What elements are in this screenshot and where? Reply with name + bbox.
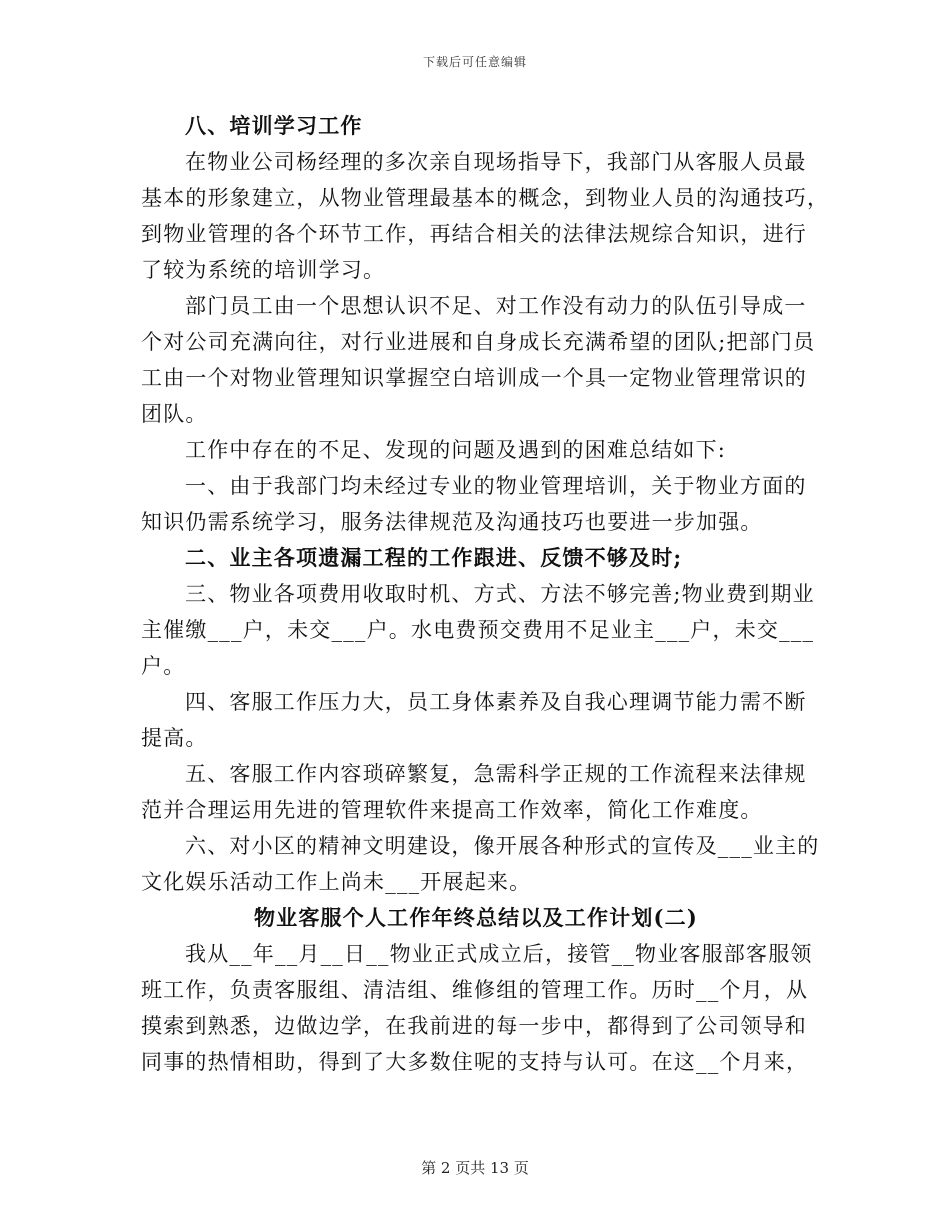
list-item-line: 二、业主各项遗漏工程的工作跟进、反馈不够及时; — [185, 545, 683, 570]
paragraph-line: 班工作，负责客服组、清洁组、维修组的管理工作。历时__个月，从 — [141, 978, 809, 1002]
list-item-line: 一、由于我部门均未经过专业的物业管理培训，关于物业方面的 — [185, 474, 807, 498]
list-item-line: 五、客服工作内容琐碎繁复，急需科学正规的工作流程来法律规 — [185, 762, 807, 786]
section-heading: 八、培训学习工作 — [185, 113, 363, 138]
list-item-line: 三、物业各项费用收取时机、方式、方法不够完善;物业费到期业 — [185, 582, 815, 606]
document-body — [141, 108, 830, 1080]
paragraph-line: 了较为系统的培训学习。 — [141, 258, 386, 282]
list-item-line: 提高。 — [141, 726, 208, 750]
paragraph-line: 同事的热情相助，得到了大多数住呢的支持与认可。在这__个月来， — [141, 1050, 809, 1074]
list-item-line: 户。 — [141, 654, 186, 678]
paragraph-line: 在物业公司杨经理的多次亲自现场指导下，我部门从客服人员最 — [185, 150, 807, 174]
list-item-line: 知识仍需系统学习，服务法律规范及沟通技巧也要进一步加强。 — [141, 510, 763, 534]
paragraph-line: 基本的形象建立，从物业管理最基本的概念，到物业人员的沟通技巧， — [141, 186, 830, 210]
page-number-footer: 第 2 页共 13 页 — [421, 1159, 529, 1177]
paragraph-line: 到物业管理的各个环节工作，再结合相关的法律法规综合知识，进行 — [141, 222, 807, 246]
list-item-line: 六、对小区的精神文明建设，像开展各种形式的宣传及___业主的 — [185, 834, 820, 858]
list-item-line: 范并合理运用先进的管理软件来提高工作效率，简化工作难度。 — [141, 798, 763, 822]
paragraph-line: 我从__年__月__日__物业正式成立后，接管__物业客服部客服领 — [185, 942, 813, 966]
list-item-line: 文化娱乐活动工作上尚未___开展起来。 — [141, 870, 532, 894]
paragraph-line: 工由一个对物业管理知识掌握空白培训成一个具一定物业管理常识的 — [141, 366, 807, 390]
paragraph-line: 工作中存在的不足、发现的问题及遇到的困难总结如下: — [185, 438, 727, 462]
document-title: 物业客服个人工作年终总结以及工作计划(二) — [253, 905, 699, 930]
paragraph-line: 团队。 — [141, 402, 208, 426]
paragraph-line: 摸索到熟悉，边做边学，在我前进的每一步中，都得到了公司领导和 — [141, 1014, 807, 1038]
page-header: 下载后可任意编辑 — [422, 55, 527, 69]
paragraph-line: 部门员工由一个思想认识不足、对工作没有动力的队伍引导成一 — [185, 294, 807, 318]
list-item-line: 四、客服工作压力大，员工身体素养及自我心理调节能力需不断 — [185, 690, 807, 714]
list-item-line: 主催缴___户，未交___户。水电费预交费用不足业主___户，未交___ — [141, 618, 815, 642]
paragraph-line: 个对公司充满向往，对行业进展和自身成长充满希望的团队;把部门员 — [141, 330, 816, 354]
